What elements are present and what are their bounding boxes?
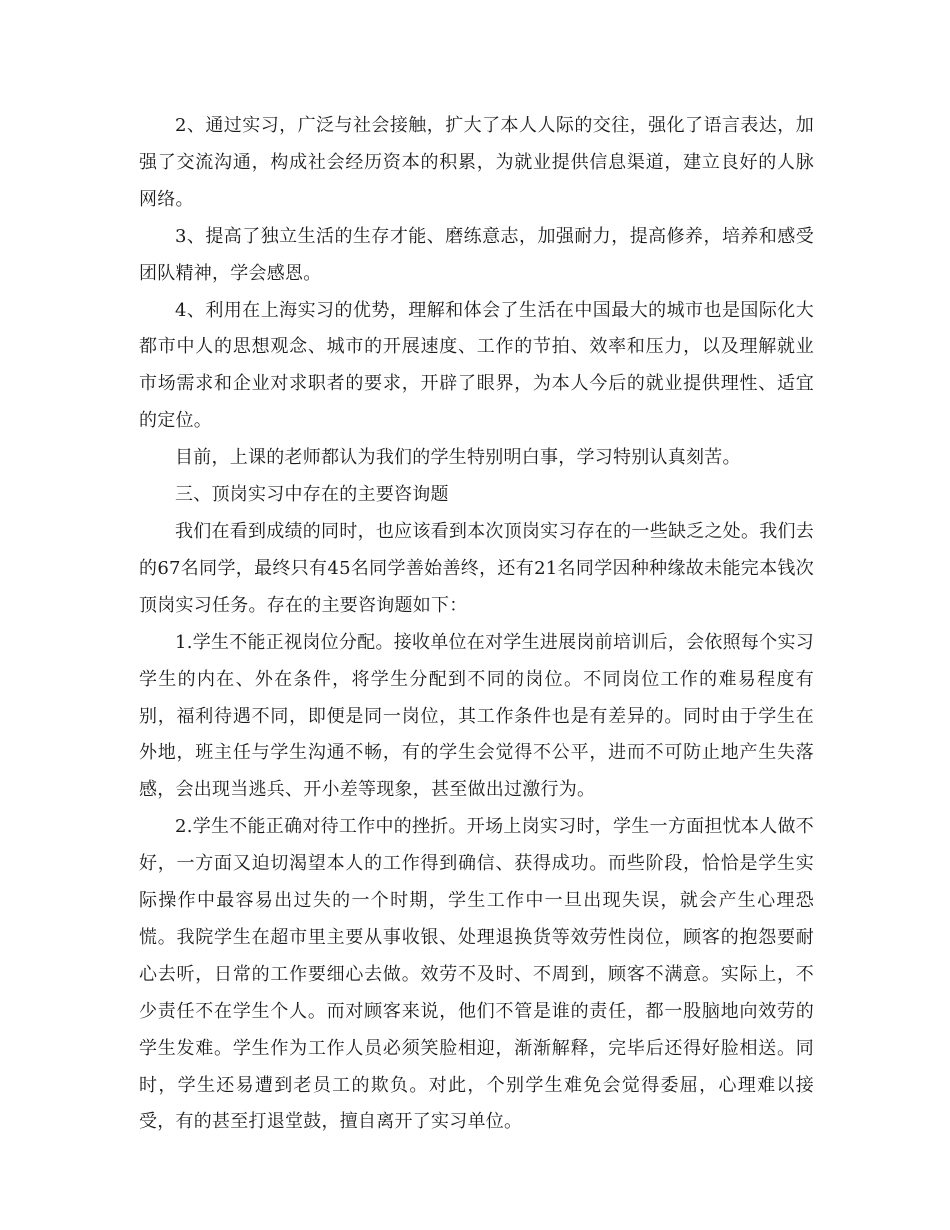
section-heading: 三、顶岗实习中存在的主要咨询题 <box>175 484 449 506</box>
paragraph-benefit-3: 3、提高了独立生活的生存才能、磨练意志，加强耐力，提高修养，培养和感受团队精神，学会感恩。 <box>139 225 814 284</box>
paragraph-problem-1: 1.学生不能正视岗位分配。接收单位在对学生进展岗前培训后，会依照每个实习学生的内在、外在条件，将学生分配到不同的岗位。不同岗位工作的难易程度有别，福利待遇不同，即便是同一岗位，其工作条件也是有差异的。同时由于学生在外地，班主任与学生沟通不畅，有的学生会觉得不公平，进而不可防止地产生失落感，会出现当逃兵、开小差等现象，甚至做出过激行为。 <box>139 631 814 801</box>
document-body <box>139 108 814 1141</box>
paragraph-problem-2: 2.学生不能正确对待工作中的挫折。开场上岗实习时，学生一方面担忧本人做不好，一方面又迫切渴望本人的工作得到确信、获得成功。而些阶段，恰恰是学生实际操作中最容易出过失的一个时期，学生工作中一旦出现失误，就会产生心理恐慌。我院学生在超市里主要从事收银、处理退换货等效劳性岗位，顾客的抱怨要耐心去听，日常的工作要细心去做。效劳不及时、不周到，顾客不满意。实际上，不少责任不在学生个人。而对顾客来说，他们不管是谁的责任，都一股脑地向效劳的学生发难。学生作为工作人员必须笑脸相迎，渐渐解释，完毕后还得好脸相送。同时，学生还易遭到老员工的欺负。对此，个别学生难免会觉得委屈，心理难以接受，有的甚至打退堂鼓，擅自离开了实习单位。 <box>139 816 814 1133</box>
paragraph-shortcomings-intro: 我们在看到成绩的同时，也应该看到本次顶岗实习存在的一些缺乏之处。我们去的67名同学，最终只有45名同学善始善终，还有21名同学因种种缘故未能完本钱次顶岗实习任务。存在的主要咨询题如下： <box>139 520 814 616</box>
paragraph-benefit-2: 2、通过实习，广泛与社会接触，扩大了本人人际的交往，强化了语言表达，加强了交流沟通，构成社会经历资本的积累，为就业提供信息渠道，建立良好的人脉网络。 <box>139 115 814 210</box>
paragraph-teacher-feedback: 目前，上课的老师都认为我们的学生特别明白事，学习特别认真刻苦。 <box>175 447 741 469</box>
paragraph-benefit-4: 4、利用在上海实习的优势，理解和体会了生活在中国最大的城市也是国际化大都市中人的思想观念、城市的开展速度、工作的节拍、效率和压力，以及理解就业市场需求和企业对求职者的要求，开辟了眼界，为本人今后的就业提供理性、适宜的定位。 <box>139 299 814 432</box>
